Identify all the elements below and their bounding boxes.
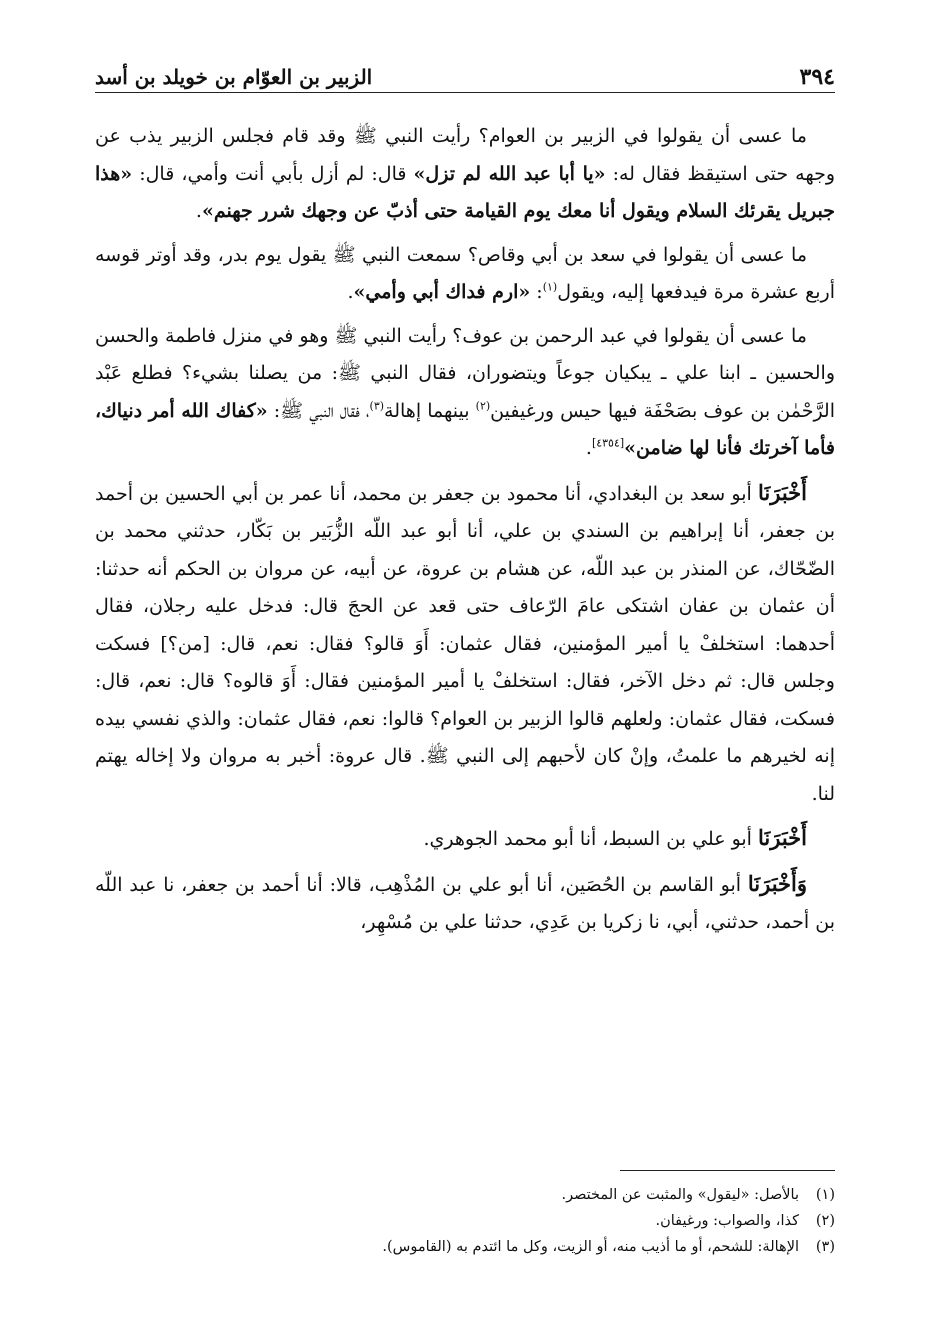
hadith-quote: «هذا جبريل يقرئك السلام ويقول أنا معك يوم القيامة حتى أذبّ عن وجهك شرر جهنم» — [95, 162, 835, 222]
footnote-ref: (٢) — [475, 399, 491, 413]
footnote-number: (٣) — [815, 1239, 835, 1255]
narration-opener: وَأَخْبَرَنَا — [747, 870, 807, 896]
narration-opener: أَخْبَرَنَا — [758, 825, 807, 850]
text-segment: أبو علي بن السبط، أنا أبو محمد الجوهري. — [423, 828, 759, 850]
text-segment: أبو القاسم بن الحُصَين، أنا أبو علي بن المُذْهِب، قالا: أنا أحمد بن جعفر، نا عبد اللّه بن أحمد، حدثني، أبي، نا زكريا بن عَدِي، حدثنا علي بن مُسْهِر، — [95, 873, 835, 933]
text-segment: أبو سعد بن البغدادي، أنا محمود بن جعفر بن محمد، أنا عمر بن أبي الحسين بن أحمد بن جعفر، أنا إبراهيم بن السندي بن علي، أنا أبو عبد اللّه الزُّبَير بن بَكّار، حدثني محمد بن الضّحّاك، عن المنذر بن عبد اللّه، عن هشام بن عروة، عن أبيه، عن مروان بن الحكم أنه حدثنا: أن عثمان بن عفان اشتكى عامَ الرّعاف حتى قعد عن الحجَ قال: فدخل عليه رجلان، فقال أحدهما: استخلفْ يا أمير المؤمنين، فقال عثمان: أَوَ قالو؟ فقال: نعم، قال: [من؟] فسكت وجلس قال: ثم دخل الآخر، فقال: استخلفْ يا أمير المؤمنين فقال: أَوَ قالوه؟ قال: نعم، قال: فسكت، فقال عثمان: ولعلهم قالوا الزبير بن العوام؟ قالوا: نعم، فقال عثمان: والذي نفسي بيده إنه لخيرهم ما علمتُ، وإنْ كان لأحبهم إلى النبي ﷺ. قال عروة: أخبر به مروان ولا إخاله يهتم لنا. — [95, 482, 835, 805]
text-segment: : — [530, 281, 543, 303]
footnote-text: الإهالة: للشحم، أو ما أذيب منه، أو الزيت، وكل ما ائتدم به (القاموس). — [382, 1239, 799, 1255]
text-segment: قال: لم أزل بأبي أنت وأمي، قال: — [132, 162, 414, 185]
running-title: الزبير بن العوّام بن خويلد بن أسد — [95, 65, 373, 89]
paragraph — [95, 118, 835, 231]
paragraph — [95, 865, 835, 942]
footnote-divider — [620, 1170, 835, 1171]
footnote-ref: (٣) — [369, 399, 385, 413]
text-segment: . — [347, 281, 354, 303]
text-segment: ، فقال النبي ﷺ: — [267, 399, 370, 422]
footnote-ref: (١) — [542, 280, 558, 294]
narration-opener: أَخْبَرَنَا — [758, 479, 807, 505]
text-segment: ما عسى أن يقولوا في سعد بن أبي وقاص؟ سمعت النبي ﷺ يقول يوم بدر، وقد أوتر قوسه أربع عشرة مرة فيدفعها إليه، ويقول — [95, 243, 835, 303]
footnote-text: كذا، والصواب: ورغيفان. — [655, 1213, 799, 1229]
text-segment: ما عسى أن يقولوا في الزبير بن العوام؟ رأيت النبي ﷺ وقد قام فجلس الزبير يذب عن وجهه حتى استيقظ فقال له: — [95, 125, 836, 185]
footnotes — [95, 1182, 835, 1260]
text-segment: ما عسى أن يقولوا في عبد الرحمن بن عوف؟ رأيت النبي ﷺ وهو في منزل فاطمة والحسن والحسين ـ ابنا علي ـ يبكيان جوعاً ويتضوران، فقال النبي ﷺ: من يصلنا بشيء؟ فطلع عَبْد الرَّحْمٰن بن عوف بصَحْفَة فيها حيس ورغيفين — [95, 324, 835, 422]
paragraph — [95, 474, 835, 814]
page-number: ٣٩٤ — [799, 64, 835, 90]
footnote-number: (٢) — [815, 1213, 835, 1229]
page-header — [95, 62, 835, 93]
footnote-ref: [٤٣٥٤] — [591, 436, 625, 450]
hadith-quote: «كفاك الله أمر دنياك، فأما آخرتك فأنا لها ضامن» — [95, 399, 835, 459]
text-segment: . — [195, 200, 202, 222]
footnote-number: (١) — [815, 1187, 835, 1203]
footnote — [95, 1182, 835, 1208]
hadith-quote: «يا أبا عبد الله لم تزل» — [413, 162, 606, 185]
paragraph — [95, 237, 835, 312]
paragraph — [95, 318, 835, 468]
text-segment: بينهما إهالة — [384, 399, 476, 422]
text-segment: . — [585, 437, 592, 459]
footnote — [95, 1208, 835, 1234]
footnote — [95, 1234, 835, 1260]
main-text — [95, 118, 835, 948]
footnote-text: بالأصل: «ليقول» والمثبت عن المختصر. — [561, 1187, 799, 1203]
paragraph — [95, 819, 835, 859]
hadith-quote: «ارم فداك أبي وأمي» — [353, 281, 531, 303]
